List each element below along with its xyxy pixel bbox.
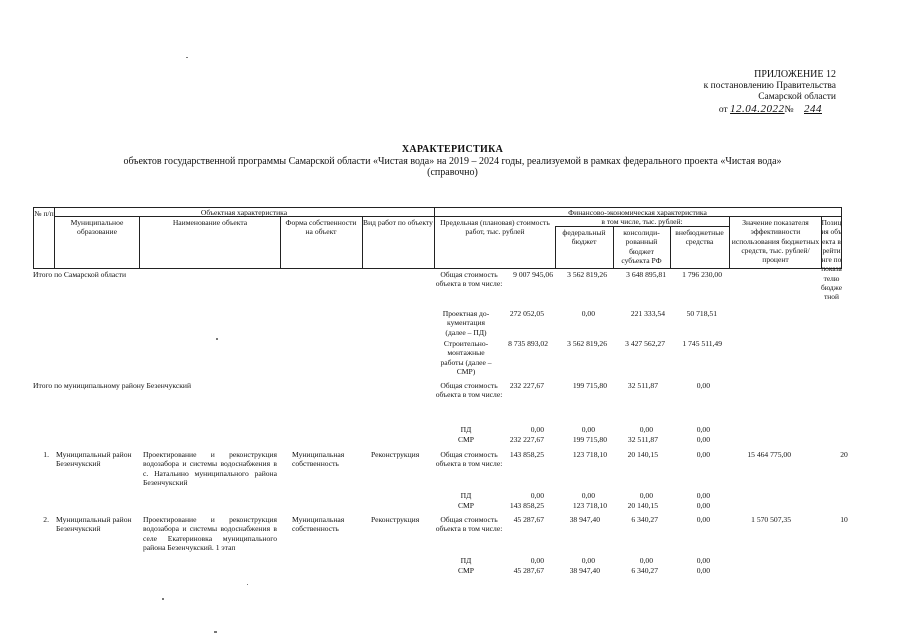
annex-from-prefix: от	[718, 104, 728, 115]
district-label: Итого по муниципальному району Безенчукский	[33, 381, 192, 390]
scan-speck	[186, 57, 188, 58]
district-smr-federal: 199 715,80	[572, 435, 607, 444]
header-finance-group: Финансово-экономическая характеристика	[568, 208, 707, 217]
row-1-pd-extra: 0,00	[696, 491, 710, 500]
row-2-smr-regional: 6 340,27	[631, 566, 658, 575]
totals-smr-label: Строительно-монтажные работы (далее – СМР)	[440, 339, 492, 376]
header-extra: внебюджетные средства	[675, 228, 724, 247]
row-2-pd-regional: 0,00	[639, 556, 653, 565]
row-2-efficiency: 1 570 507,35	[751, 515, 791, 524]
annex-title: ПРИЛОЖЕНИЕ 12	[754, 69, 836, 80]
totals-smr-regional: 3 427 562,27	[625, 339, 665, 348]
header-object-group: Объектная характеристика	[200, 208, 288, 217]
row-1-total-label: Общая стоимость объекта в том числе:	[435, 450, 503, 469]
scan-speck	[214, 631, 217, 633]
header-rank: Позиция объекта в рейтинге по показателю бюджетной	[821, 218, 842, 302]
annex-number: 244	[804, 102, 822, 115]
totals-total-label: Общая стоимость объекта в том числе:	[435, 270, 503, 289]
header-efficiency: Значение показателя эффективности использования бюджетных средств, тыс. рублей/процент	[731, 218, 820, 265]
annex-block	[640, 69, 836, 116]
district-smr-label: СМР	[457, 435, 475, 444]
col-line-10	[729, 216, 730, 269]
row-1-total-regional: 20 140,15	[627, 450, 658, 459]
totals-smr-cost: 8 735 893,02	[508, 339, 548, 348]
totals-total-cost: 9 007 945,06	[513, 270, 553, 279]
row-1-pd-label: ПД	[460, 491, 472, 500]
row-1-work-type: Реконструкция	[371, 450, 420, 459]
district-total-cost: 232 227,67	[509, 381, 544, 390]
row-2-ownership: Муниципальная собственность	[292, 515, 345, 534]
district-smr-extra: 0,00	[696, 435, 710, 444]
totals-label: Итого по Самарской области	[33, 270, 127, 279]
row-2-smr-cost: 45 287,67	[513, 566, 544, 575]
annex-number-prefix: №	[784, 104, 794, 115]
header-bottom-line	[33, 268, 841, 269]
totals-total-regional: 3 648 895,81	[626, 270, 666, 279]
document-subtitle: объектов государственной программы Самарской области «Чистая вода» на 2019 – 2024 годы, реализуемой в рамках федерального проекта «Чистая вода»	[123, 155, 782, 167]
row-2-rank: 10	[840, 515, 848, 524]
district-pd-regional: 0,00	[639, 425, 653, 434]
header-work-type: Вид работ по объекту	[363, 218, 433, 227]
row-1-ownership: Муниципальная собственность	[292, 450, 345, 469]
row-1-pd-regional: 0,00	[639, 491, 653, 500]
row-2-pd-extra: 0,00	[696, 556, 710, 565]
header-cost: Предельная (плановая) стоимость работ, тыс. рублей	[440, 218, 550, 237]
document-title: ХАРАКТЕРИСТИКА	[401, 144, 504, 155]
row-2-smr-extra: 0,00	[696, 566, 710, 575]
row-1-smr-regional: 20 140,15	[627, 501, 658, 510]
totals-pd-cost: 272 052,05	[509, 309, 544, 318]
scan-speck	[162, 598, 164, 600]
header-municipal: Муниципальное образование	[70, 218, 124, 237]
row-1-smr-extra: 0,00	[696, 501, 710, 510]
district-smr-cost: 232 227,67	[509, 435, 544, 444]
totals-smr-extra: 1 745 511,49	[682, 339, 722, 348]
scan-speck	[216, 338, 218, 340]
row-1-municipal: Муниципальный район Безенчукский	[56, 450, 132, 469]
annex-date: 12.04.2022	[730, 102, 785, 115]
row-1-rank: 20	[840, 450, 848, 459]
district-total-label: Общая стоимость объекта в том числе:	[435, 381, 503, 400]
totals-smr-federal: 3 562 819,26	[567, 339, 607, 348]
annex-line-3: Самарской области	[758, 92, 836, 102]
header-regional: консолиди-рованный бюджет субъекта РФ	[621, 228, 662, 265]
row-2-work-type: Реконструкция	[371, 515, 420, 524]
district-pd-extra: 0,00	[696, 425, 710, 434]
row-2-pd-label: ПД	[460, 556, 472, 565]
row-2-total-regional: 6 340,27	[631, 515, 658, 524]
row-2-total-federal: 38 947,40	[569, 515, 600, 524]
totals-pd-regional: 221 333,54	[630, 309, 665, 318]
row-1-smr-federal: 123 718,10	[572, 501, 607, 510]
totals-total-federal: 3 562 819,26	[567, 270, 607, 279]
header-object-name: Наименование объекта	[172, 218, 248, 227]
row-2-object-name: Проектирование и реконструкция водозабора и системы водоснабжения в селе Екатериновка муниципального района Безенчукский. 1 этап	[143, 515, 277, 552]
district-smr-regional: 32 511,87	[627, 435, 658, 444]
row-1-pd-federal: 0,00	[581, 491, 595, 500]
row-2-smr-label: СМР	[457, 566, 475, 575]
totals-total-extra: 1 796 230,00	[682, 270, 722, 279]
row-1-smr-cost: 143 858,25	[509, 501, 544, 510]
col-line-7	[555, 226, 556, 269]
row-2-no: 2.	[43, 515, 49, 524]
annex-date-line	[640, 104, 836, 117]
district-total-regional: 32 511,87	[627, 381, 658, 390]
row-2-total-extra: 0,00	[696, 515, 710, 524]
row-1-efficiency: 15 464 775,00	[747, 450, 791, 459]
row-1-no: 1.	[43, 450, 49, 459]
header-federal: федеральный бюджет	[562, 228, 606, 247]
row-2-pd-federal: 0,00	[581, 556, 595, 565]
row-1-pd-cost: 0,00	[530, 491, 544, 500]
scan-speck	[247, 584, 248, 585]
totals-pd-label: Проектная до-кументация (далее – ПД)	[442, 309, 490, 337]
header-ownership: Форма собственности на объект	[285, 218, 357, 237]
document-note: (справочно)	[427, 167, 478, 178]
row-2-total-label: Общая стоимость объекта в том числе:	[435, 515, 503, 534]
row-1-object-name: Проектирование и реконструкция водозабора и системы водоснабжения в с. Натальино муниципального района Безенчукский	[143, 450, 277, 487]
document-title-block	[0, 144, 905, 179]
row-1-total-federal: 123 718,10	[572, 450, 607, 459]
header-including: в том числе, тыс. рублей:	[601, 217, 683, 226]
totals-pd-extra: 50 718,51	[686, 309, 717, 318]
district-total-extra: 0,00	[696, 381, 710, 390]
district-pd-federal: 0,00	[581, 425, 595, 434]
row-2-municipal: Муниципальный район Безенчукский	[56, 515, 132, 534]
district-pd-label: ПД	[460, 425, 472, 434]
annex-line-2: к постановлению Правительства	[703, 80, 836, 91]
row-1-total-cost: 143 858,25	[509, 450, 544, 459]
row-2-pd-cost: 0,00	[530, 556, 544, 565]
district-total-federal: 199 715,80	[572, 381, 607, 390]
header-no: № п/п	[34, 209, 54, 218]
row-1-total-extra: 0,00	[696, 450, 710, 459]
row-2-smr-federal: 38 947,40	[569, 566, 600, 575]
district-pd-cost: 0,00	[530, 425, 544, 434]
totals-pd-federal: 0,00	[581, 309, 595, 318]
row-1-smr-label: СМР	[457, 501, 475, 510]
row-2-total-cost: 45 287,67	[513, 515, 544, 524]
